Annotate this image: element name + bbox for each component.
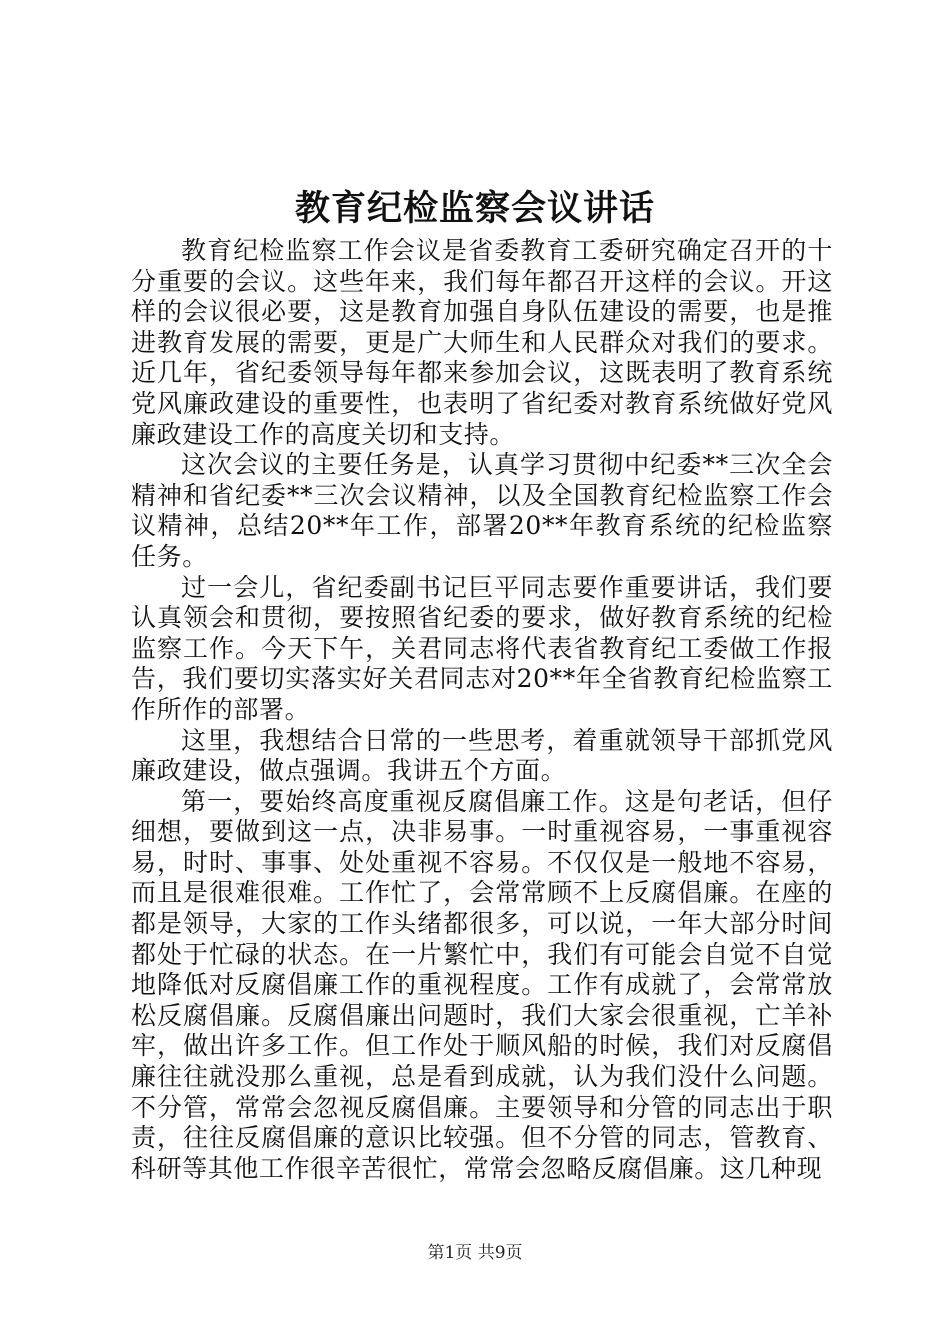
- paragraph-5: 第一，要始终高度重视反腐倡廉工作。这是句老话，但仔细想，要做到这一点，决非易事。一时重视容易，一事重视容易，时时、事事、处处重视不容易。不仅仅是一般地不容易，而且是很难很难。工作忙了，会常常顾不上反腐倡廉。在座的都是领导，大家的工作头绪都很多，可以说，一年大部分时间都处于忙碌的状态。在一片繁忙中，我们有可能会自觉不自觉地降低对反腐倡廉工作的重视程度。工作有成就了，会常常放松反腐倡廉。反腐倡廉出问题时，我们大家会很重视，亡羊补牢，做出许多工作。但工作处于顺风船的时候，我们对反腐倡廉往往就没那么重视，总是看到成就，认为我们没什么问题。不分管，常常会忽视反腐倡廉。主要领导和分管的同志出于职责，往往反腐倡廉的意识比较强。但不分管的同志，管教育、科研等其他工作很辛苦很忙，常常会忽略反腐倡廉。这几种现: [131, 786, 833, 1183]
- paragraph-3: 过一会儿，省纪委副书记巨平同志要作重要讲话，我们要认真领会和贯彻，要按照省纪委的要求，做好教育系统的纪检监察工作。今天下午，关君同志将代表省教育纪工委做工作报告，我们要切实落实好关君同志对20**年全省教育纪检监察工作所作的部署。: [131, 572, 833, 724]
- document-body: [131, 236, 833, 1184]
- page-number-footer: 第1页 共9页: [427, 1243, 523, 1263]
- paragraph-4: 这里，我想结合日常的一些思考，着重就领导干部抓党风廉政建设，做点强调。我讲五个方面。: [131, 725, 833, 786]
- paragraph-2: 这次会议的主要任务是，认真学习贯彻中纪委**三次全会精神和省纪委**三次会议精神，以及全国教育纪检监察工作会议精神，总结20**年工作，部署20**年教育系统的纪检监察任务。: [131, 450, 833, 571]
- paragraph-1: 教育纪检监察工作会议是省委教育工委研究确定召开的十分重要的会议。这些年来，我们每年都召开这样的会议。开这样的会议很必要，这是教育加强自身队伍建设的需要，也是推进教育发展的需要，更是广大师生和人民群众对我们的要求。近几年，省纪委领导每年都来参加会议，这既表明了教育系统党风廉政建设的重要性，也表明了省纪委对教育系统做好党风廉政建设工作的高度关切和支持。: [131, 236, 833, 449]
- document-title: 教育纪检监察会议讲话: [294, 188, 655, 229]
